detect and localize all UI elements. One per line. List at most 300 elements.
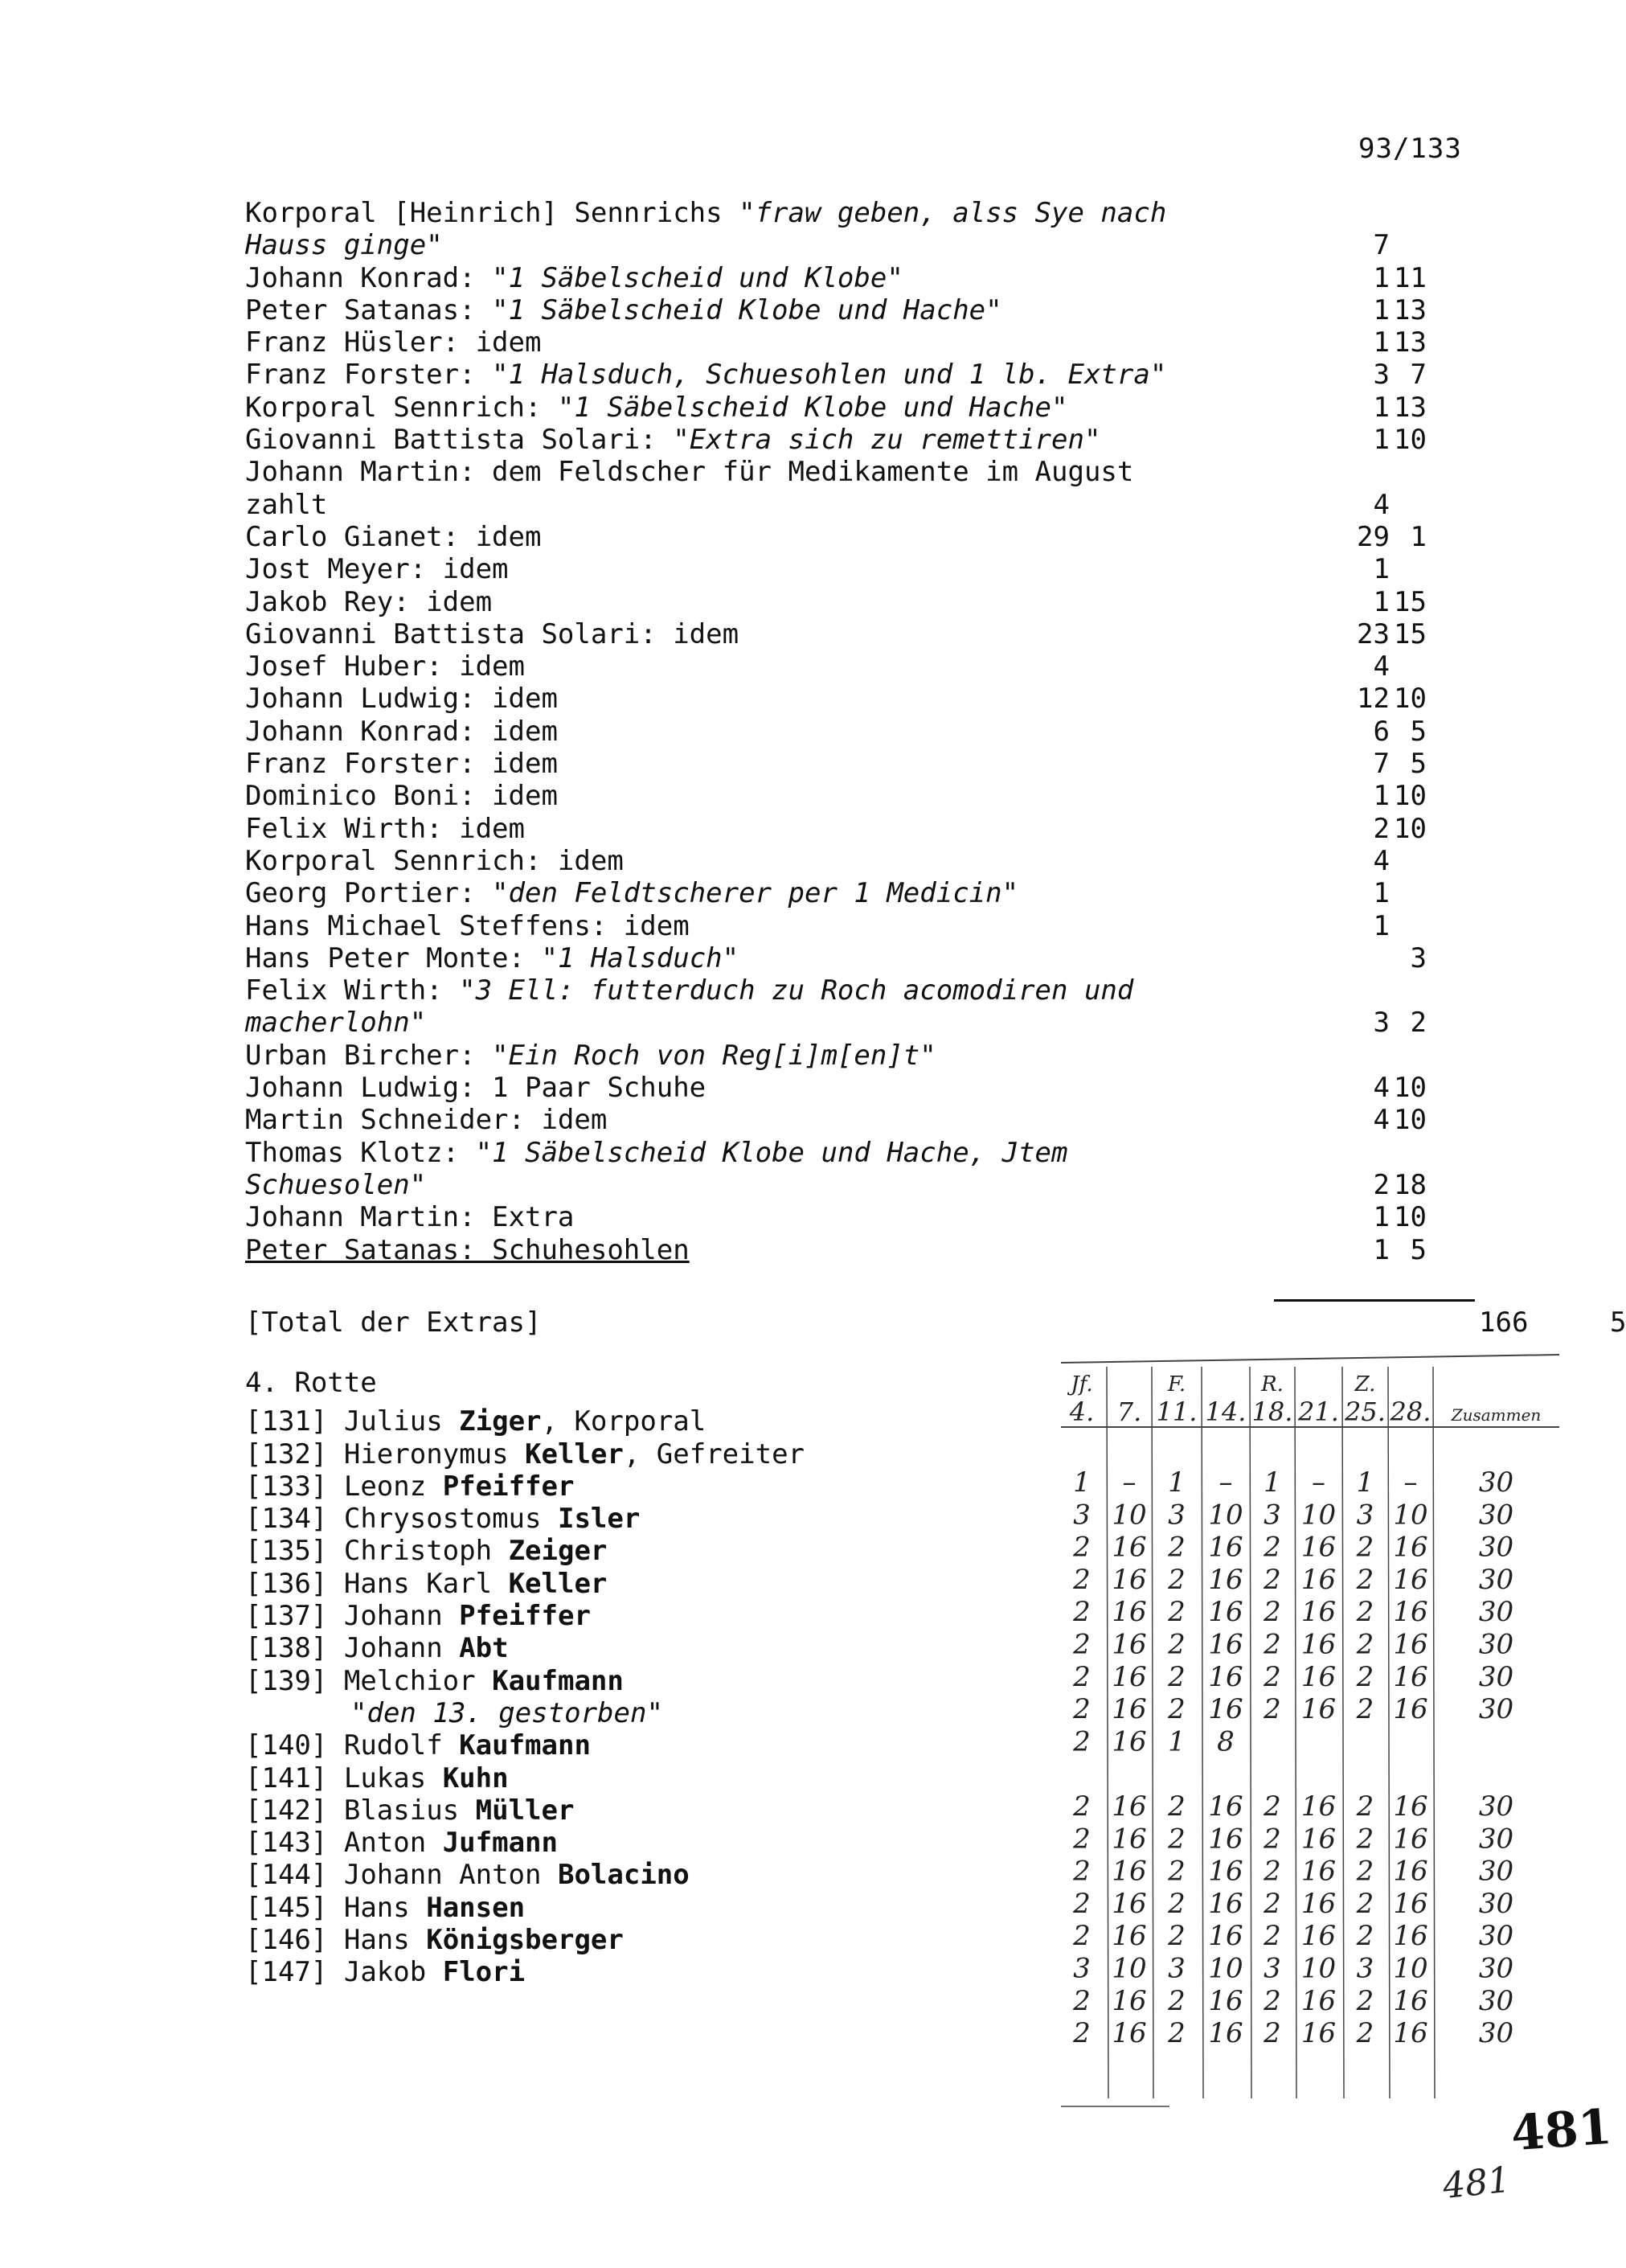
ledger-entry (245, 1201, 1475, 1233)
entry-amount-2: 13 (1394, 326, 1427, 359)
member-number: [134] (245, 1503, 328, 1536)
entry-text (245, 1072, 1169, 1104)
total-amount-1: 166 (1479, 1306, 1529, 1339)
table-cell: 2 (1356, 1596, 1374, 1629)
ledger-entry (245, 424, 1475, 456)
member-number: [144] (245, 1859, 328, 1892)
member-number: [140] (245, 1729, 328, 1762)
entry-quote-close: " (919, 1039, 936, 1072)
ledger-entry (245, 1072, 1475, 1104)
member-note: "den 13. gestorben" (350, 1696, 663, 1729)
ledger-entry (245, 586, 1475, 618)
member-given-name: Leonz (343, 1470, 427, 1503)
table-cell: 16 (1393, 1823, 1428, 1856)
member-surname: Jufmann (442, 1827, 558, 1860)
table-cell: 2 (1356, 1790, 1374, 1823)
table-cell: 2 (1073, 1596, 1091, 1629)
member-given-name: Jakob (343, 1956, 427, 1989)
table-cell: 16 (1300, 1628, 1337, 1661)
entry-amount-1: 1 (1373, 424, 1390, 457)
table-header-top: Z. (1354, 1372, 1376, 1396)
member-number: [135] (245, 1535, 328, 1568)
table-cell: 16 (1300, 2017, 1337, 2050)
member-given-name: Anton (343, 1827, 427, 1860)
table-cell: 16 (1300, 1790, 1337, 1823)
table-cell: 10 (1300, 1499, 1337, 1532)
table-cell: 2 (1356, 1823, 1374, 1856)
entry-text (245, 1104, 1169, 1136)
entry-amount-1: 1 (1373, 391, 1390, 424)
table-cell: 2 (1356, 1628, 1374, 1661)
table-cell: 16 (1112, 1660, 1147, 1693)
table-cell: 16 (1208, 1887, 1243, 1920)
archive-stamp-number: 481 (1509, 2098, 1614, 2163)
table-cell: 16 (1112, 1984, 1147, 2017)
table-cell: 16 (1300, 1596, 1337, 1629)
table-cell: 30 (1478, 2017, 1514, 2050)
entry-amount-1: 1 (1373, 553, 1390, 586)
table-cell: 16 (1208, 1628, 1243, 1661)
table-cell: 1 (1168, 1466, 1186, 1499)
entry-text (245, 942, 1169, 974)
table-cell: 16 (1300, 1984, 1337, 2017)
entry-amount-2: 10 (1394, 1201, 1427, 1234)
entry-name-text: Carlo Gianet: idem (245, 520, 542, 553)
ledger-entry (245, 813, 1475, 845)
table-cell: 2 (1356, 1984, 1374, 2017)
table-column-rule (1388, 1367, 1390, 2098)
entry-name-text: Thomas Klotz: " (245, 1136, 493, 1169)
entry-text (245, 1137, 1169, 1202)
table-cell: 16 (1208, 1984, 1243, 2017)
table-header-date: 11. (1156, 1396, 1198, 1427)
member-surname: Kaufmann (492, 1664, 624, 1697)
ledger-entry (245, 1137, 1475, 1202)
table-cell: 2 (1356, 1855, 1374, 1888)
table-cell: 16 (1208, 1790, 1243, 1823)
sum-rule (1274, 1299, 1475, 1302)
member-number: [131] (245, 1405, 328, 1438)
table-cell: 16 (1208, 1660, 1243, 1693)
table-cell: 3 (1356, 1952, 1374, 1985)
member-row (245, 1729, 805, 1761)
table-cell: 16 (1208, 1693, 1243, 1726)
entry-amount-1: 3 (1373, 1007, 1390, 1040)
entry-text (245, 326, 1169, 359)
ledger-entry (245, 359, 1475, 391)
entry-amount-2: 18 (1394, 1168, 1427, 1201)
table-cell: 3 (1168, 1952, 1186, 1985)
table-cell: 2 (1073, 1563, 1091, 1596)
table-cell: 2 (1356, 1531, 1374, 1564)
table-cell: 10 (1393, 1952, 1428, 1985)
entry-quote-close: " (985, 293, 1002, 326)
table-cell: 16 (1393, 1855, 1428, 1888)
table-cell: 2 (1356, 1920, 1374, 1953)
table-cell: 2 (1168, 1531, 1186, 1564)
table-cell: 3 (1264, 1499, 1281, 1532)
entry-text (245, 683, 1169, 715)
member-given-name: Johann (343, 1600, 443, 1633)
member-row (245, 1405, 805, 1437)
table-cell: 16 (1208, 1563, 1243, 1596)
ledger-entry (245, 748, 1475, 780)
member-number: [132] (245, 1437, 328, 1470)
total-row (245, 1306, 1626, 1339)
entry-name-text: Korporal [Heinrich] Sennrichs " (245, 197, 756, 229)
entry-amount-2: 5 (1410, 715, 1427, 748)
entry-name-text: Hans Michael Steffens: idem (245, 909, 690, 942)
table-cell: 3 (1264, 1952, 1281, 1985)
entry-name-text: Jost Meyer: idem (245, 553, 509, 586)
table-cell: 16 (1393, 1628, 1428, 1661)
entry-amount-2: 5 (1410, 748, 1427, 781)
table-cell: 1 (1073, 1466, 1091, 1499)
table-cell: 30 (1478, 1952, 1514, 1985)
entry-amount-2: 5 (1410, 1233, 1427, 1266)
table-cell: 2 (1168, 1596, 1186, 1629)
entry-text (245, 974, 1169, 1040)
table-header-date: 28. (1390, 1396, 1431, 1427)
member-row (245, 1568, 805, 1600)
table-cell: 16 (1112, 1596, 1147, 1629)
member-surname: Bolacino (557, 1859, 690, 1892)
entry-name-text: Johann Ludwig: idem (245, 683, 558, 716)
member-number: [139] (245, 1664, 328, 1697)
entry-quote-text: 1 Halsduch (557, 941, 723, 974)
table-cell: 30 (1478, 1466, 1514, 1499)
entry-name-text: Johann Martin: dem Feldscher für Medikamente im August zahlt (245, 456, 1150, 521)
entry-name-text: Franz Forster: " (245, 359, 509, 392)
table-cell: 2 (1073, 1887, 1091, 1920)
entry-amount-2: 1 (1410, 520, 1427, 553)
entry-amount-1: 2 (1373, 1168, 1390, 1201)
member-given-name: Hans (343, 1924, 410, 1957)
page-number: 93/133 (1358, 133, 1462, 165)
ledger-entry (245, 716, 1475, 748)
table-cell: 2 (1073, 1984, 1091, 2017)
entry-text (245, 650, 1169, 683)
entry-text (245, 1234, 1169, 1266)
member-row (245, 1665, 805, 1697)
entry-amount-1: 1 (1373, 1201, 1390, 1234)
entry-quote-close: " (1001, 877, 1019, 910)
table-cell: 2 (1073, 1628, 1091, 1661)
table-cell: 16 (1112, 1823, 1147, 1856)
member-given-name: Johann Anton (343, 1859, 542, 1892)
table-cell: 2 (1264, 1596, 1281, 1629)
member-row (245, 1924, 805, 1956)
table-cell: 16 (1208, 1531, 1243, 1564)
member-rank: , Korporal (541, 1405, 707, 1438)
ledger-entry (245, 1104, 1475, 1136)
table-cell: 16 (1300, 1887, 1337, 1920)
table-header-date: 4. (1069, 1396, 1095, 1427)
table-column-rule (1107, 1367, 1108, 2098)
table-header-date: 21. (1298, 1396, 1339, 1427)
table-cell: 16 (1393, 1984, 1428, 2017)
rotte-heading: 4. Rotte (245, 1367, 377, 1399)
table-cell: 2 (1073, 1725, 1091, 1758)
table-cell: 16 (1393, 1693, 1428, 1726)
member-row (245, 1632, 805, 1664)
entry-amount-1: 23 (1357, 617, 1390, 650)
entry-amount-2: 13 (1394, 293, 1427, 326)
entry-text (245, 197, 1183, 262)
table-cell: 3 (1168, 1499, 1186, 1532)
entry-quote-close: " (426, 229, 443, 262)
table-cell: 16 (1112, 1790, 1147, 1823)
table-cell: 16 (1393, 1531, 1428, 1564)
member-number: [138] (245, 1632, 328, 1665)
table-cell: 10 (1208, 1952, 1243, 1985)
table-cell: 30 (1478, 1596, 1514, 1629)
table-cell: 3 (1356, 1499, 1374, 1532)
entry-text (245, 586, 1169, 618)
table-cell: 16 (1208, 1855, 1243, 1888)
ledger-entry (245, 942, 1475, 974)
table-cell: 2 (1356, 1887, 1374, 1920)
entry-quote-text: 1 Säbelscheid Klobe und Hache (508, 293, 986, 326)
table-cell: 2 (1264, 2017, 1281, 2050)
entry-amount-2: 10 (1394, 1072, 1427, 1105)
entry-amount-2: 7 (1410, 359, 1427, 392)
entry-name-text: Korporal Sennrich: idem (245, 844, 624, 877)
table-cell: 16 (1208, 1823, 1243, 1856)
table-cell: 2 (1264, 1887, 1281, 1920)
entry-text (245, 553, 1169, 585)
entry-name-text: Johann Konrad: " (245, 261, 509, 294)
table-column-rule (1295, 1367, 1296, 2098)
table-cell: 3 (1073, 1952, 1091, 1985)
table-cell: 2 (1356, 1693, 1374, 1726)
member-surname: Keller (508, 1567, 608, 1600)
entry-quote-text: 1 Halsduch, Schuesohlen und 1 lb. Extra (508, 359, 1150, 392)
member-number: [147] (245, 1956, 328, 1989)
entry-quote-text: 1 Säbelscheid und Klobe (508, 261, 887, 294)
entry-amount-1: 6 (1373, 715, 1390, 748)
member-surname: Pfeiffer (442, 1470, 575, 1503)
table-cell: 2 (1073, 1920, 1091, 1953)
entry-amount-1: 1 (1373, 877, 1390, 910)
entry-amount-1: 29 (1357, 520, 1390, 553)
member-number: [146] (245, 1924, 328, 1957)
table-cell: 2 (1168, 1628, 1186, 1661)
member-given-name: Melchior (343, 1664, 476, 1697)
entry-quote-text: Extra sich zu remettiren (689, 424, 1084, 457)
entry-name-text: Giovanni Battista Solari: " (245, 424, 690, 457)
ledger-entry (245, 294, 1475, 326)
entry-text (245, 521, 1169, 553)
ledger-entry (245, 974, 1475, 1040)
table-cell: 16 (1208, 1596, 1243, 1629)
member-given-name: Johann (343, 1632, 443, 1665)
member-number: [136] (245, 1567, 328, 1600)
entry-name-text: Peter Satanas: Schuhesohlen (245, 1233, 690, 1266)
member-given-name: Blasius (343, 1794, 460, 1827)
ledger-entry (245, 197, 1475, 262)
ledger-entry (245, 910, 1475, 942)
entry-name-text: Felix Wirth: " (245, 974, 476, 1007)
table-cell: 16 (1393, 1887, 1428, 1920)
entry-amount-1: 2 (1373, 812, 1390, 845)
table-cell: 30 (1478, 1660, 1514, 1693)
table-cell: – (1218, 1466, 1233, 1499)
member-surname: Isler (557, 1503, 641, 1536)
table-cell: 2 (1168, 1660, 1186, 1693)
entry-amount-2: 3 (1410, 941, 1427, 974)
table-cell: 2 (1264, 1920, 1281, 1953)
entry-amount-2: 10 (1394, 424, 1427, 457)
ledger-entry (245, 262, 1475, 294)
entry-quote-text: 1 Säbelscheid Klobe und Hache (574, 391, 1052, 424)
entry-text (245, 1201, 1169, 1233)
table-cell: 16 (1300, 1660, 1337, 1693)
member-row (245, 1762, 805, 1794)
member-row (245, 1892, 805, 1924)
table-cell: 16 (1112, 1563, 1147, 1596)
table-cell: 2 (1168, 2017, 1186, 2050)
member-given-name: Hans (343, 1891, 410, 1924)
archive-pencil-number: 481 (1440, 2159, 1513, 2208)
ledger-entry (245, 1040, 1475, 1072)
table-column-rule (1250, 1367, 1251, 2098)
ledger-entry (245, 521, 1475, 553)
entry-quote-close: " (409, 1007, 427, 1040)
table-column-rule (1202, 1367, 1203, 2098)
table-cell: 2 (1264, 1563, 1281, 1596)
member-surname: Keller (525, 1437, 624, 1470)
entry-amount-1: 12 (1357, 683, 1390, 716)
entry-name-text: Peter Satanas: " (245, 293, 509, 326)
table-cell: 16 (1112, 1920, 1147, 1953)
entry-text (245, 910, 1169, 942)
table-cell: 16 (1393, 1790, 1428, 1823)
entry-amount-1: 7 (1373, 229, 1390, 262)
entry-amount-1: 3 (1373, 359, 1390, 392)
table-cell: 2 (1264, 1660, 1281, 1693)
entry-name-text: Johann Ludwig: 1 Paar Schuhe (245, 1072, 707, 1105)
table-cell: 16 (1393, 2017, 1428, 2050)
entry-amount-1: 1 (1373, 326, 1390, 359)
member-row (245, 1827, 805, 1859)
ledger-entry (245, 650, 1475, 683)
member-surname: Kuhn (442, 1761, 509, 1794)
member-surname: Abt (459, 1632, 509, 1665)
table-cell: 2 (1168, 1823, 1186, 1856)
table-column-rule (1433, 1367, 1435, 2098)
entry-amount-2: 11 (1394, 261, 1427, 294)
member-row (245, 1503, 805, 1535)
entry-quote-close: " (1051, 391, 1068, 424)
entry-text (245, 359, 1169, 391)
table-cell: 16 (1112, 1693, 1147, 1726)
entry-quote-close: " (722, 941, 739, 974)
entry-amount-1: 7 (1373, 748, 1390, 781)
ledger-entry (245, 683, 1475, 715)
table-cell: 2 (1168, 1563, 1186, 1596)
table-cell: 10 (1112, 1952, 1147, 1985)
table-cell: 30 (1478, 1531, 1514, 1564)
table-cell: 16 (1300, 1563, 1337, 1596)
member-surname: Zeiger (508, 1535, 608, 1568)
table-header-date: 18. (1251, 1396, 1293, 1427)
member-number: [145] (245, 1891, 328, 1924)
member-surname: Kaufmann (459, 1729, 591, 1762)
member-row (245, 1956, 805, 1988)
table-cell: – (1403, 1466, 1418, 1499)
entry-amount-2: 10 (1394, 780, 1427, 813)
table-cell: 1 (1356, 1466, 1374, 1499)
table-cell: 16 (1393, 1920, 1428, 1953)
entry-quote-close: " (409, 1168, 427, 1201)
handwritten-pay-table (1057, 1347, 1563, 2118)
member-row (245, 1535, 805, 1567)
table-cell: 10 (1300, 1952, 1337, 1985)
entry-text (245, 845, 1169, 877)
member-row (245, 1859, 805, 1891)
member-number: [137] (245, 1600, 328, 1633)
entry-amount-2: 15 (1394, 617, 1427, 650)
member-surname: Hansen (426, 1891, 526, 1924)
member-given-name: Lukas (343, 1761, 427, 1794)
table-header-date: 14. (1205, 1396, 1247, 1427)
member-surname: Müller (475, 1794, 575, 1827)
entry-name-text: Jakob Rey: idem (245, 585, 493, 618)
member-surname: Flori (442, 1956, 526, 1989)
entry-quote-close: " (1083, 424, 1101, 457)
table-cell: 16 (1112, 1725, 1147, 1758)
entry-text (245, 262, 1169, 294)
table-cell: 30 (1478, 1563, 1514, 1596)
member-number: [142] (245, 1794, 328, 1827)
entry-text (245, 716, 1169, 748)
entry-amount-2: 15 (1394, 585, 1427, 618)
member-rank: , Gefreiter (623, 1437, 805, 1470)
table-cell: 2 (1264, 1984, 1281, 2017)
table-cell: 3 (1073, 1499, 1091, 1532)
entry-quote-close: " (887, 261, 903, 294)
entry-amount-1: 1 (1373, 1233, 1390, 1266)
table-cell: 2 (1264, 1531, 1281, 1564)
entry-text (245, 618, 1169, 650)
entry-amount-1: 4 (1373, 650, 1390, 683)
entry-name-text: Georg Portier: " (245, 877, 509, 910)
member-row (245, 1438, 805, 1470)
entry-amount-1: 4 (1373, 1104, 1390, 1137)
rotte-member-list (245, 1405, 805, 1988)
table-cell: 2 (1264, 1628, 1281, 1661)
rotte-section (245, 1367, 805, 1989)
ledger-entry (245, 618, 1475, 650)
ledger-entry (245, 392, 1475, 424)
entry-quote-text: Ein Roch von Reg[i]m[en]t (508, 1039, 920, 1072)
member-given-name: Chrysostomus (343, 1503, 542, 1536)
entry-text (245, 294, 1169, 326)
table-header-date: 7. (1116, 1396, 1142, 1427)
member-given-name: Christoph (343, 1535, 493, 1568)
entry-amount-1: 1 (1373, 261, 1390, 294)
table-cell: 2 (1073, 1531, 1091, 1564)
entry-text (245, 780, 1169, 812)
table-cell: 2 (1264, 1823, 1281, 1856)
table-cell: 30 (1478, 1887, 1514, 1920)
entry-amount-1: 4 (1373, 1072, 1390, 1105)
table-cell: 2 (1073, 1790, 1091, 1823)
table-cell: 2 (1073, 1855, 1091, 1888)
table-column-rule (1152, 1367, 1153, 2098)
table-cell: 16 (1300, 1855, 1337, 1888)
